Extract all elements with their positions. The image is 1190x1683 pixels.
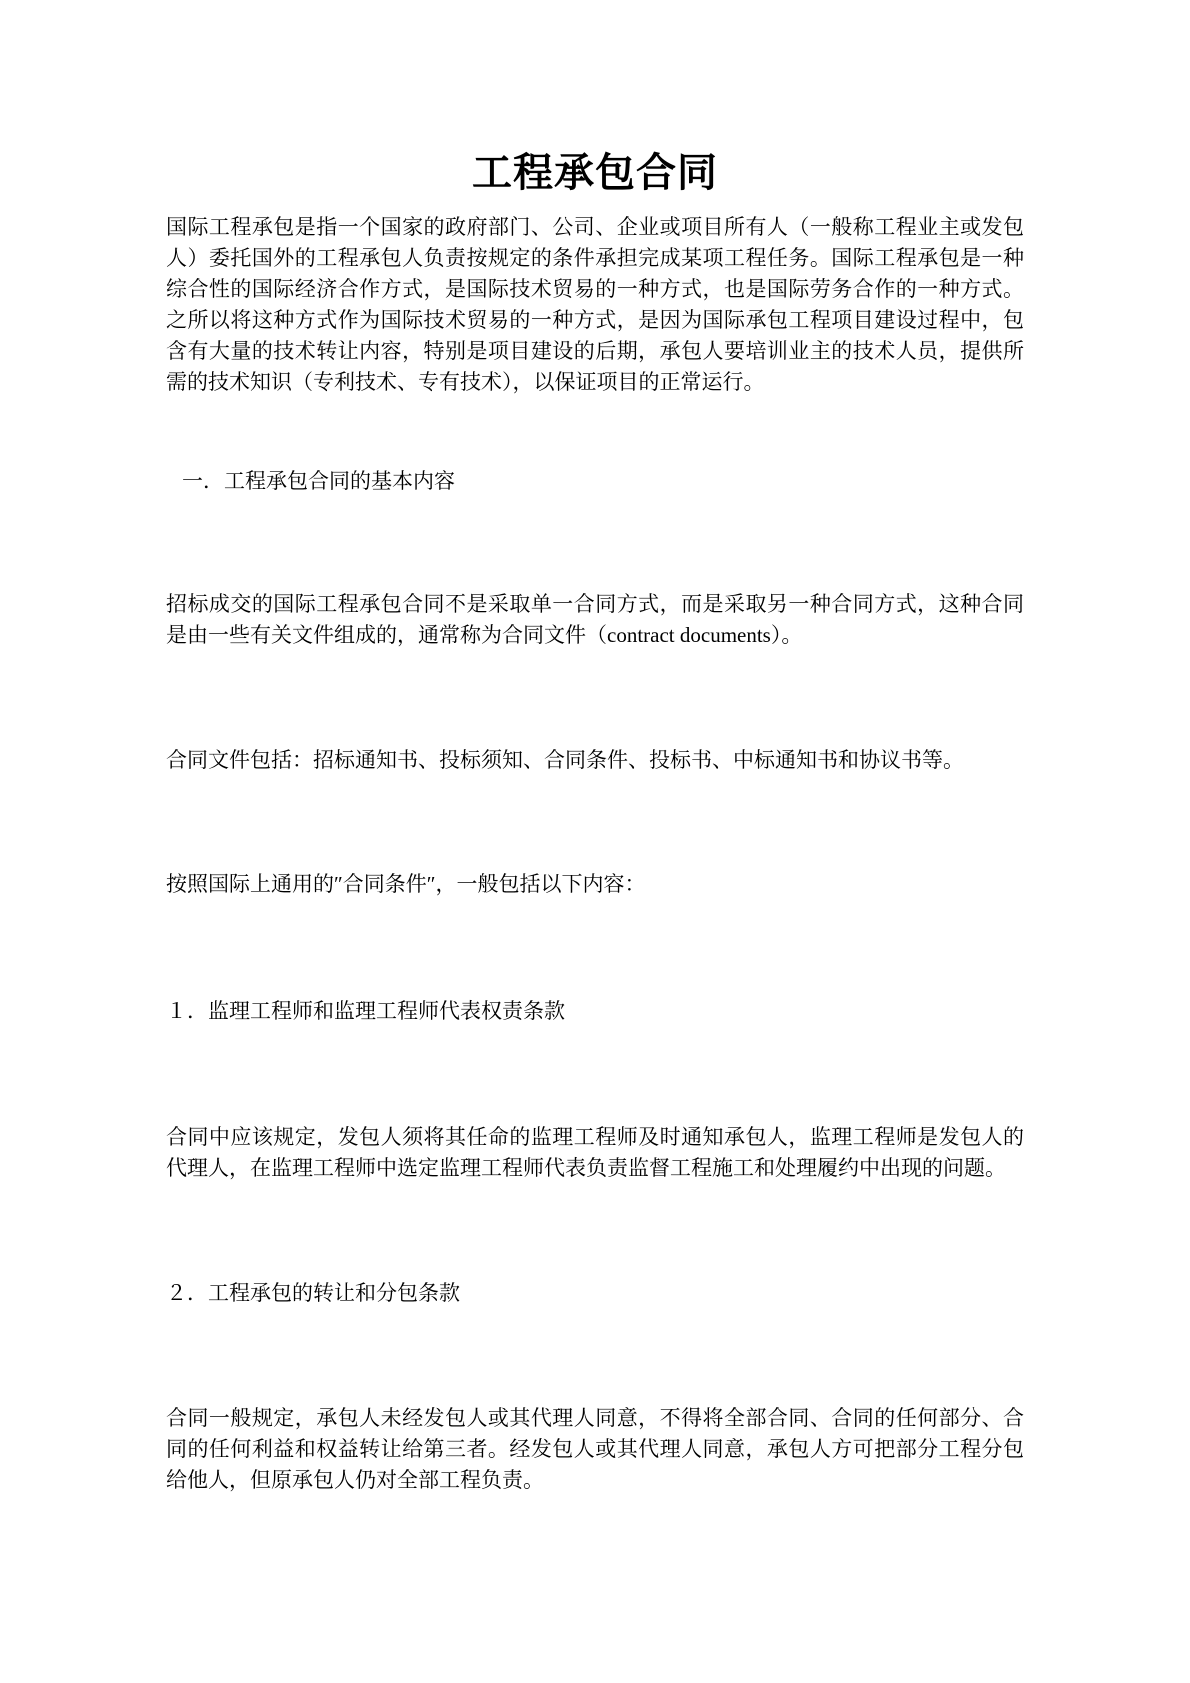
item2-heading-transfer-subcontract: ２．工程承包的转让和分包条款 (166, 1281, 460, 1305)
tender-contract-paragraph: 招标成交的国际工程承包合同不是采取单一合同方式，而是采取另一种合同方式，这种合同是由一些有关文件组成的，通常称为合同文件（contract documents）。 (166, 592, 1024, 647)
contract-documents-paragraph: 合同文件包括：招标通知书、投标须知、合同条件、投标书、中标通知书和协议书等。 (166, 748, 964, 772)
document-title: 工程承包合同 (472, 150, 718, 195)
contract-conditions-paragraph: 按照国际上通用的″合同条件″，一般包括以下内容： (166, 872, 646, 896)
intro-paragraph: 国际工程承包是指一个国家的政府部门、公司、企业或项目所有人（一般称工程业主或发包人）委托国外的工程承包人负责按规定的条件承担完成某项工程任务。国际工程承包是一种综合性的国际经济合作方式，是国际技术贸易的一种方式，也是国际劳务合作的一种方式。之所以将这种方式作为国际技术贸易的一种方式，是因为国际承包工程项目建设过程中，包含有大量的技术转让内容，特别是项目建设的后期，承包人要培训业主的技术人员，提供所需的技术知识（专利技术、专有技术），以保证项目的正常运行。 (166, 215, 1024, 394)
item1-heading-supervision-engineer: １．监理工程师和监理工程师代表权责条款 (166, 999, 565, 1023)
section-heading-basic-contents: 一．工程承包合同的基本内容 (182, 469, 455, 493)
supervision-engineer-paragraph: 合同中应该规定，发包人须将其任命的监理工程师及时通知承包人，监理工程师是发包人的代理人，在监理工程师中选定监理工程师代表负责监督工程施工和处理履约中出现的问题。 (166, 1125, 1024, 1180)
subcontract-paragraph: 合同一般规定，承包人未经发包人或其代理人同意，不得将全部合同、合同的任何部分、合同的任何利益和权益转让给第三者。经发包人或其代理人同意，承包人方可把部分工程分包给他人，但原承包人仍对全部工程负责。 (166, 1406, 1024, 1492)
